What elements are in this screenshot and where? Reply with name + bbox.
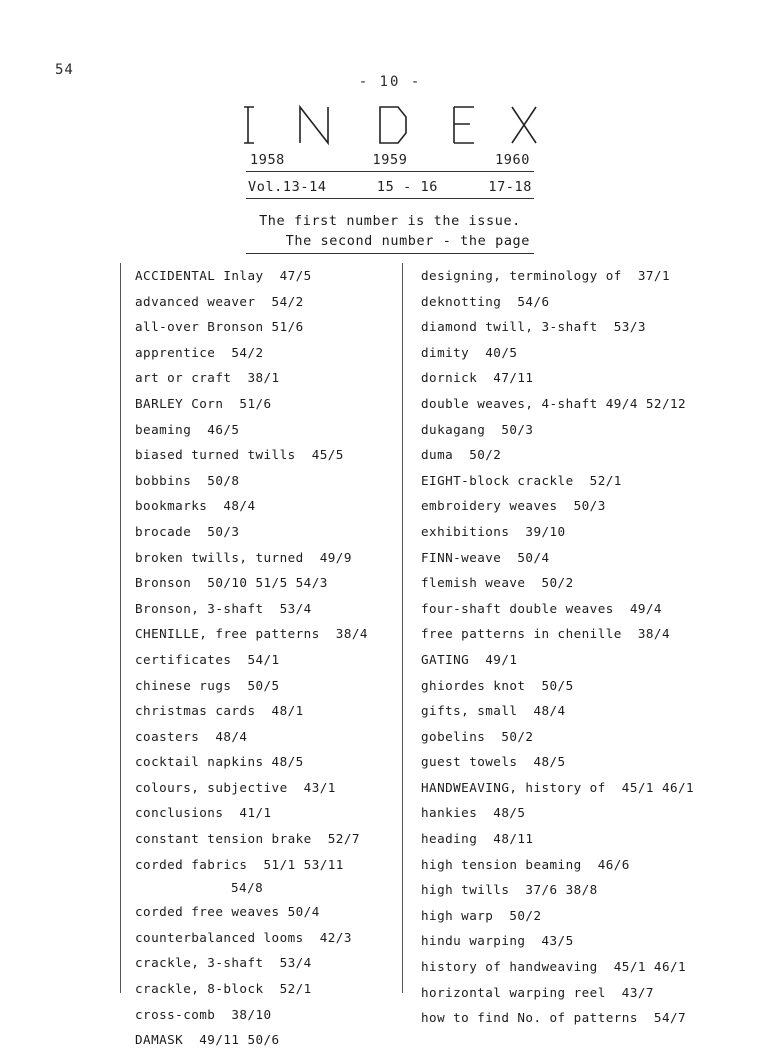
index-entry: free patterns in chenille 38/4 — [421, 626, 670, 642]
index-column-right — [402, 263, 702, 1026]
index-entry: bobbins 50/8 — [135, 472, 240, 488]
index-entry: DAMASK 49/11 50/6 — [135, 1032, 280, 1048]
index-entry: hindu warping 43/5 — [421, 933, 574, 949]
index-entry: HANDWEAVING, history of 45/1 46/1 — [421, 779, 695, 795]
index-entry: CHENILLE, free patterns 38/4 — [135, 626, 368, 642]
index-entry: brocade 50/3 — [135, 523, 240, 539]
index-entry: flemish weave 50/2 — [421, 575, 574, 591]
index-entry: colours, subjective 43/1 — [135, 779, 336, 795]
index-columns — [120, 263, 720, 1048]
note-first-number: The first number is the issue. — [259, 213, 521, 229]
page-number-label: - 10 - — [358, 74, 422, 90]
year-row — [246, 152, 534, 172]
index-entry: ghiordes knot 50/5 — [421, 677, 574, 693]
index-entry: double weaves, 4-shaft 49/4 52/12 — [421, 395, 687, 411]
index-entry: counterbalanced looms 42/3 — [135, 929, 352, 945]
index-entry: four-shaft double weaves 49/4 — [421, 600, 662, 616]
index-entry: Bronson, 3-shaft 53/4 — [135, 600, 312, 616]
index-entry: advanced weaver 54/2 — [135, 293, 304, 309]
note-second-number-wrap — [246, 233, 534, 254]
index-entry: heading 48/11 — [421, 831, 534, 847]
index-entry: certificates 54/1 — [135, 651, 280, 667]
volume-13-14: Vol.13-14 — [248, 179, 327, 195]
index-entry: GATING 49/1 — [421, 651, 518, 667]
index-entry: gobelins 50/2 — [421, 728, 534, 744]
index-entry: duma 50/2 — [421, 447, 502, 463]
index-entry: christmas cards 48/1 — [135, 703, 304, 719]
year-1959: 1959 — [372, 152, 408, 168]
index-entry: constant tension brake 52/7 — [135, 831, 360, 847]
index-entry: biased turned twills 45/5 — [135, 447, 344, 463]
index-entry: dimity 40/5 — [421, 344, 518, 360]
index-entry: FINN-weave 50/4 — [421, 549, 550, 565]
index-entry: apprentice 54/2 — [135, 344, 264, 360]
index-entry: EIGHT-block crackle 52/1 — [421, 472, 622, 488]
index-entry: coasters 48/4 — [135, 728, 248, 744]
index-entry: diamond twill, 3-shaft 53/3 — [421, 319, 646, 335]
index-entry: dukagang 50/3 — [421, 421, 534, 437]
index-entry: broken twills, turned 49/9 — [135, 549, 352, 565]
index-entry: cross-comb 38/10 — [135, 1006, 272, 1022]
index-entry: dornick 47/11 — [421, 370, 534, 386]
index-entry: high tension beaming 46/6 — [421, 856, 630, 872]
index-entry: beaming 46/5 — [135, 421, 240, 437]
index-title-letters — [240, 103, 540, 149]
index-entry: horizontal warping reel 43/7 — [421, 984, 654, 1000]
volume-17-18: 17-18 — [488, 179, 532, 195]
index-entry: history of handweaving 45/1 46/1 — [421, 959, 687, 975]
index-entry: exhibitions 39/10 — [421, 523, 566, 539]
index-entry: guest towels 48/5 — [421, 754, 566, 770]
index-entry: all-over Bronson 51/6 — [135, 319, 304, 335]
year-1958: 1958 — [250, 152, 285, 168]
index-column-left — [120, 263, 388, 1048]
index-entry: high twills 37/6 38/8 — [421, 882, 598, 898]
index-entry: designing, terminology of 37/1 — [421, 268, 670, 283]
note-second-number: The second number - the page — [246, 233, 534, 254]
volume-row — [246, 175, 534, 199]
index-entry: hankies 48/5 — [421, 805, 526, 821]
index-entry: embroidery weaves 50/3 — [421, 498, 606, 514]
index-entry: conclusions 41/1 — [135, 805, 272, 821]
index-entry: ACCIDENTAL Inlay 47/5 — [135, 268, 312, 283]
index-entry: crackle, 8-block 52/1 — [135, 981, 312, 997]
index-entry: crackle, 3-shaft 53/4 — [135, 955, 312, 971]
year-volume-table — [246, 152, 534, 199]
index-entry: gifts, small 48/4 — [421, 703, 566, 719]
corner-page-number: 54 — [55, 62, 74, 78]
index-entry: 54/8 — [231, 880, 264, 896]
index-entry: high warp 50/2 — [421, 907, 542, 923]
index-entry: art or craft 38/1 — [135, 370, 280, 386]
index-title — [0, 103, 780, 153]
index-entry: deknotting 54/6 — [421, 293, 550, 309]
index-entry: how to find No. of patterns 54/7 — [421, 1010, 687, 1026]
index-entry: corded free weaves 50/4 — [135, 904, 320, 920]
index-entry: chinese rugs 50/5 — [135, 677, 280, 693]
year-1960: 1960 — [495, 152, 530, 168]
index-entry: bookmarks 48/4 — [135, 498, 256, 514]
volume-15-16: 15 - 16 — [376, 179, 438, 195]
index-entry: cocktail napkins 48/5 — [135, 754, 304, 770]
index-entry: BARLEY Corn 51/6 — [135, 395, 272, 411]
index-entry: Bronson 50/10 51/5 54/3 — [135, 575, 328, 591]
index-entry: corded fabrics 51/1 53/11 — [135, 856, 344, 872]
